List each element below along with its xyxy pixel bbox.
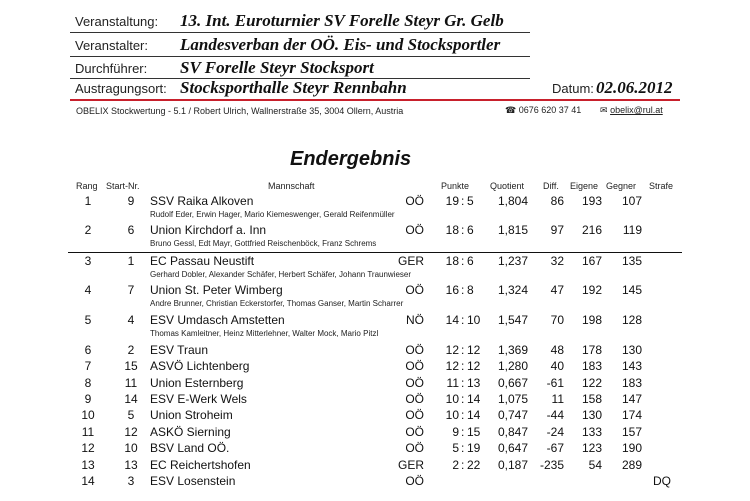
cell-rang: 14 <box>81 474 95 488</box>
cell-gegner: 157 <box>621 425 642 439</box>
cell-points-won: 14 <box>445 313 459 327</box>
cell-diff: -44 <box>546 408 564 422</box>
cell-points-lost: 12 <box>467 343 481 357</box>
cell-quotient: 1,075 <box>497 392 528 406</box>
cell-players: Andre Brunner, Christian Eckerstorfer, Thomas Ganser, Martin Scharrer <box>150 299 404 308</box>
cell-team-name: Union Esternberg <box>150 376 244 390</box>
cell-eigene: 158 <box>581 392 602 406</box>
cell-points-lost: 6 <box>467 254 474 268</box>
cell-gegner: 145 <box>621 283 642 297</box>
cell-points-lost: 14 <box>467 392 481 406</box>
cell-land: NÖ <box>406 313 424 327</box>
cell-team-name: Union Stroheim <box>150 408 233 422</box>
points-colon: : <box>461 283 465 297</box>
header-red-rule <box>70 99 680 101</box>
col-header-mannschaft: Mannschaft <box>268 181 315 191</box>
cell-startnr: 15 <box>124 359 138 373</box>
col-header-quotient: Quotient <box>490 181 525 191</box>
cell-eigene: 130 <box>581 408 602 422</box>
cell-quotient: 1,815 <box>497 223 528 237</box>
cell-land: OÖ <box>405 408 424 422</box>
cell-team-name: Union St. Peter Wimberg <box>150 283 283 297</box>
cell-startnr: 6 <box>127 223 135 237</box>
col-header-diff: Diff. <box>543 181 559 191</box>
cell-diff: -61 <box>546 376 564 390</box>
software-info: OBELIX Stockwertung - 5.1 / Robert Ulrich, Wallnerstraße 35, 3004 Ollern, Austria <box>76 106 404 116</box>
cell-team-name: ESV E-Werk Wels <box>150 392 247 406</box>
phone-icon: ☎ <box>505 105 517 115</box>
cell-rang: 8 <box>84 376 92 390</box>
col-header-startnr: Start-Nr. <box>106 181 140 191</box>
cell-team-name: ASVÖ Lichtenberg <box>150 359 250 373</box>
col-header-eigene: Eigene <box>570 181 599 191</box>
cell-land: OÖ <box>405 441 424 455</box>
cell-eigene: 122 <box>581 376 602 390</box>
cell-gegner: 147 <box>621 392 642 406</box>
cell-diff: 70 <box>550 313 564 327</box>
cell-team-name: Union Kirchdorf a. Inn <box>150 223 267 237</box>
cell-team-name: ASKÖ Sierning <box>150 425 231 439</box>
cell-gegner: 119 <box>622 223 642 237</box>
cell-land: OÖ <box>405 392 424 406</box>
cell-quotient: 0,667 <box>497 376 528 390</box>
col-header-punkte: Punkte <box>441 181 470 191</box>
cell-points-won: 5 <box>452 441 459 455</box>
points-colon: : <box>461 376 465 390</box>
cell-points-won: 12 <box>445 343 459 357</box>
cell-rang: 1 <box>84 194 92 208</box>
cell-gegner: 107 <box>621 194 642 208</box>
cell-startnr: 2 <box>127 343 135 357</box>
cell-quotient: 1,547 <box>497 313 528 327</box>
points-colon: : <box>461 425 465 439</box>
cell-land: OÖ <box>405 223 424 237</box>
cell-team-name: ESV Losenstein <box>150 474 236 488</box>
cell-diff: 11 <box>551 392 564 406</box>
cell-rang: 4 <box>84 283 92 297</box>
cell-land: OÖ <box>405 359 424 373</box>
event-value: 13. Int. Euroturnier SV Forelle Steyr Gr. Gelb <box>180 11 504 30</box>
cell-land: OÖ <box>405 474 424 488</box>
cell-points-won: 10 <box>445 392 459 406</box>
cell-startnr: 11 <box>124 376 138 390</box>
cell-points-won: 18 <box>445 254 459 268</box>
cell-land: OÖ <box>405 343 424 357</box>
cell-quotient: 1,324 <box>497 283 528 297</box>
venue-label: Austragungsort: <box>75 81 167 96</box>
cell-land: OÖ <box>405 425 424 439</box>
cell-eigene: 123 <box>581 441 602 455</box>
cell-gegner: 190 <box>621 441 642 455</box>
cell-points-lost: 22 <box>467 458 481 472</box>
page-title: Endergebnis <box>290 148 412 170</box>
qualification-separator <box>68 252 682 253</box>
cell-diff: 97 <box>550 223 564 237</box>
executor-value: SV Forelle Steyr Stocksport <box>180 58 374 77</box>
cell-gegner: 135 <box>621 254 642 268</box>
cell-team-name: SSV Raika Alkoven <box>150 194 254 208</box>
cell-diff: 40 <box>550 359 564 373</box>
cell-points-lost: 8 <box>467 283 474 297</box>
organizer-value: Landesverban der OÖ. Eis- und Stocksportler <box>180 35 501 54</box>
cell-rang: 13 <box>81 458 95 472</box>
col-header-rang: Rang <box>76 181 98 191</box>
cell-quotient: 0,847 <box>497 425 528 439</box>
cell-players: Thomas Kamleitner, Heinz Mitterlehner, Walter Mock, Mario Pitzl <box>150 329 379 338</box>
email-address[interactable]: obelix@rul.at <box>610 105 663 115</box>
cell-startnr: 10 <box>124 441 138 455</box>
cell-team-name: ESV Traun <box>150 343 209 357</box>
points-colon: : <box>461 408 465 422</box>
phone-group <box>505 105 581 116</box>
cell-eigene: 183 <box>581 359 602 373</box>
cell-gegner: 143 <box>621 359 642 373</box>
cell-points-lost: 19 <box>467 441 481 455</box>
cell-rang: 11 <box>81 425 95 439</box>
cell-points-lost: 15 <box>467 425 481 439</box>
cell-gegner: 128 <box>621 313 642 327</box>
cell-land: OÖ <box>405 283 424 297</box>
points-colon: : <box>461 392 465 406</box>
cell-quotient: 0,187 <box>497 458 528 472</box>
cell-diff: 48 <box>550 343 564 357</box>
cell-startnr: 13 <box>124 458 138 472</box>
organizer-label: Veranstalter: <box>75 38 148 53</box>
cell-diff: -235 <box>539 458 564 472</box>
points-colon: : <box>461 223 465 237</box>
cell-players: Rudolf Eder, Erwin Hager, Mario Kiemeswenger, Gerald Reifenmüller <box>150 210 395 219</box>
cell-strafe: DQ <box>653 474 671 488</box>
cell-rang: 12 <box>81 441 95 455</box>
venue-value: Stocksporthalle Steyr Rennbahn <box>180 78 407 97</box>
cell-diff: 32 <box>550 254 564 268</box>
executor-label: Durchführer: <box>75 61 148 76</box>
cell-points-won: 2 <box>452 458 459 472</box>
cell-points-lost: 6 <box>467 223 474 237</box>
cell-team-name: ESV Umdasch Amstetten <box>150 313 285 327</box>
cell-gegner: 289 <box>621 458 642 472</box>
cell-startnr: 9 <box>127 194 135 208</box>
cell-points-won: 10 <box>445 408 459 422</box>
event-label: Veranstaltung: <box>75 14 159 29</box>
points-colon: : <box>461 194 465 208</box>
cell-diff: -24 <box>546 425 564 439</box>
cell-diff: 86 <box>550 194 564 208</box>
cell-eigene: 167 <box>581 254 602 268</box>
cell-quotient: 0,647 <box>497 441 528 455</box>
cell-rang: 9 <box>84 392 92 406</box>
points-colon: : <box>461 458 465 472</box>
cell-quotient: 1,280 <box>497 359 528 373</box>
cell-diff: 47 <box>550 283 564 297</box>
col-header-strafe: Strafe <box>649 181 674 191</box>
cell-team-name: EC Passau Neustift <box>150 254 255 268</box>
points-colon: : <box>461 343 465 357</box>
cell-points-won: 16 <box>445 283 459 297</box>
cell-eigene: 216 <box>581 223 602 237</box>
cell-team-name: EC Reichertshofen <box>150 458 251 472</box>
cell-rang: 10 <box>81 408 95 422</box>
cell-eigene: 54 <box>588 458 602 472</box>
email-group[interactable] <box>600 105 663 116</box>
cell-gegner: 183 <box>621 376 642 390</box>
cell-quotient: 1,237 <box>497 254 528 268</box>
cell-points-won: 9 <box>452 425 459 439</box>
cell-startnr: 3 <box>127 474 135 488</box>
date-value: 02.06.2012 <box>596 78 673 97</box>
cell-startnr: 7 <box>127 283 135 297</box>
points-colon: : <box>461 441 465 455</box>
cell-eigene: 192 <box>581 283 602 297</box>
date-label: Datum: <box>552 81 594 96</box>
cell-gegner: 174 <box>621 408 642 422</box>
cell-quotient: 1,369 <box>497 343 528 357</box>
cell-points-won: 12 <box>445 359 459 373</box>
phone-number: 0676 620 37 41 <box>518 105 582 115</box>
cell-points-won: 11 <box>446 376 459 390</box>
cell-points-lost: 13 <box>467 376 481 390</box>
envelope-icon: ✉ <box>600 105 608 115</box>
cell-points-won: 19 <box>445 194 459 208</box>
points-colon: : <box>461 254 465 268</box>
cell-rang: 6 <box>84 343 92 357</box>
cell-quotient: 1,804 <box>497 194 528 208</box>
cell-land: GER <box>397 458 424 472</box>
cell-eigene: 193 <box>581 194 602 208</box>
points-colon: : <box>461 313 465 327</box>
cell-points-lost: 14 <box>467 408 481 422</box>
cell-quotient: 0,747 <box>497 408 528 422</box>
cell-startnr: 5 <box>127 408 135 422</box>
cell-rang: 3 <box>84 254 92 268</box>
cell-startnr: 14 <box>124 392 138 406</box>
cell-land: OÖ <box>405 376 424 390</box>
cell-land: OÖ <box>405 194 424 208</box>
cell-points-lost: 10 <box>467 313 481 327</box>
cell-diff: -67 <box>546 441 564 455</box>
cell-land: GER <box>397 254 424 268</box>
cell-eigene: 133 <box>581 425 602 439</box>
col-header-gegner: Gegner <box>606 181 637 191</box>
cell-points-lost: 5 <box>467 194 474 208</box>
cell-points-won: 18 <box>445 223 459 237</box>
cell-gegner: 130 <box>621 343 642 357</box>
organizer-underline <box>70 56 530 57</box>
cell-startnr: 1 <box>127 254 135 268</box>
cell-points-lost: 12 <box>467 359 481 373</box>
cell-team-name: BSV Land OÖ. <box>150 441 230 455</box>
event-underline <box>70 32 530 33</box>
cell-eigene: 178 <box>581 343 602 357</box>
points-colon: : <box>461 359 465 373</box>
cell-rang: 5 <box>84 313 92 327</box>
cell-players: Bruno Gessl, Edt Mayr, Gottfried Reischenböck, Franz Schrems <box>150 239 377 248</box>
cell-startnr: 4 <box>127 313 135 327</box>
cell-players: Gerhard Dobler, Alexander Schäfer, Herbert Schäfer, Johann Traunwieser <box>150 270 412 279</box>
cell-eigene: 198 <box>581 313 602 327</box>
cell-rang: 7 <box>84 359 92 373</box>
cell-startnr: 12 <box>124 425 138 439</box>
cell-rang: 2 <box>84 223 92 237</box>
